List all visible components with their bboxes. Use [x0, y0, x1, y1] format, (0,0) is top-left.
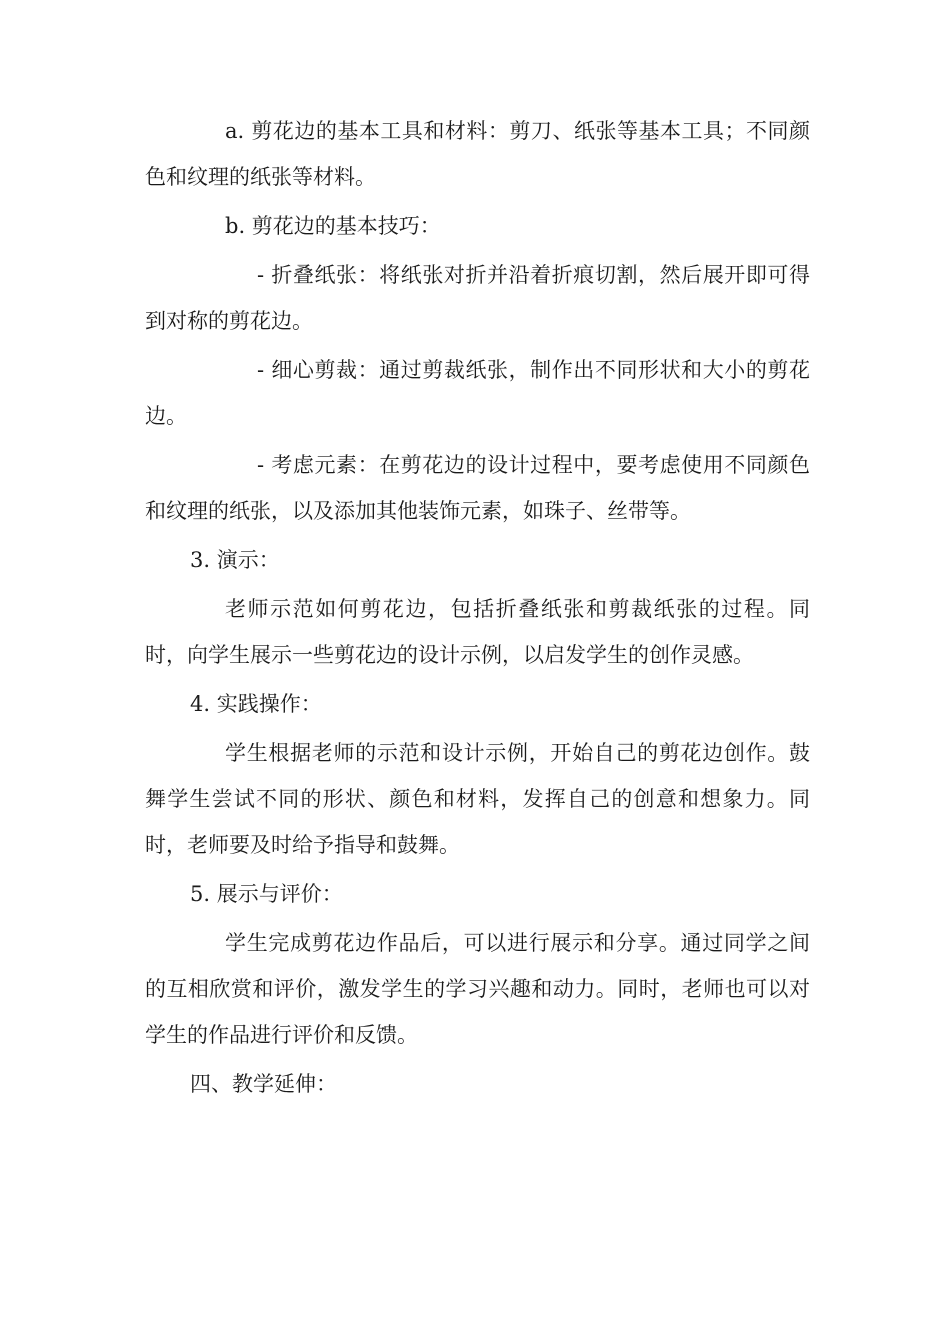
paragraph-fold-paper: - 折叠纸张：将纸张对折并沿着折痕切割，然后展开即可得到对称的剪花边。	[145, 263, 810, 333]
paragraph-demonstration: 老师示范如何剪花边，包括折叠纸张和剪裁纸张的过程。同时，向学生展示一些剪花边的设计示例，以启发学生的创作灵感。	[145, 597, 810, 667]
heading-display-evaluation: 5. 展示与评价：	[190, 882, 343, 906]
heading-teaching-extension: 四、教学延伸：	[190, 1072, 337, 1096]
heading-demonstration: 3. 演示：	[190, 548, 280, 572]
heading-practice: 4. 实践操作：	[190, 692, 322, 716]
paragraph-consider-elements: - 考虑元素：在剪花边的设计过程中，要考虑使用不同颜色和纹理的纸张，以及添加其他装饰元素，如珠子、丝带等。	[145, 453, 810, 523]
paragraph-practice: 学生根据老师的示范和设计示例，开始自己的剪花边创作。鼓舞学生尝试不同的形状、颜色和材料，发挥自己的创意和想象力。同时，老师要及时给予指导和鼓舞。	[145, 741, 810, 857]
paragraph-display-evaluation: 学生完成剪花边作品后，可以进行展示和分享。通过同学之间的互相欣赏和评价，激发学生的学习兴趣和动力。同时，老师也可以对学生的作品进行评价和反馈。	[145, 931, 810, 1047]
paragraph-tools-materials: a. 剪花边的基本工具和材料：剪刀、纸张等基本工具；不同颜色和纹理的纸张等材料。	[145, 119, 810, 189]
document-body	[145, 108, 810, 1110]
paragraph-careful-cutting: - 细心剪裁：通过剪裁纸张，制作出不同形状和大小的剪花边。	[145, 358, 810, 428]
paragraph-basic-techniques: b. 剪花边的基本技巧：	[225, 214, 441, 238]
